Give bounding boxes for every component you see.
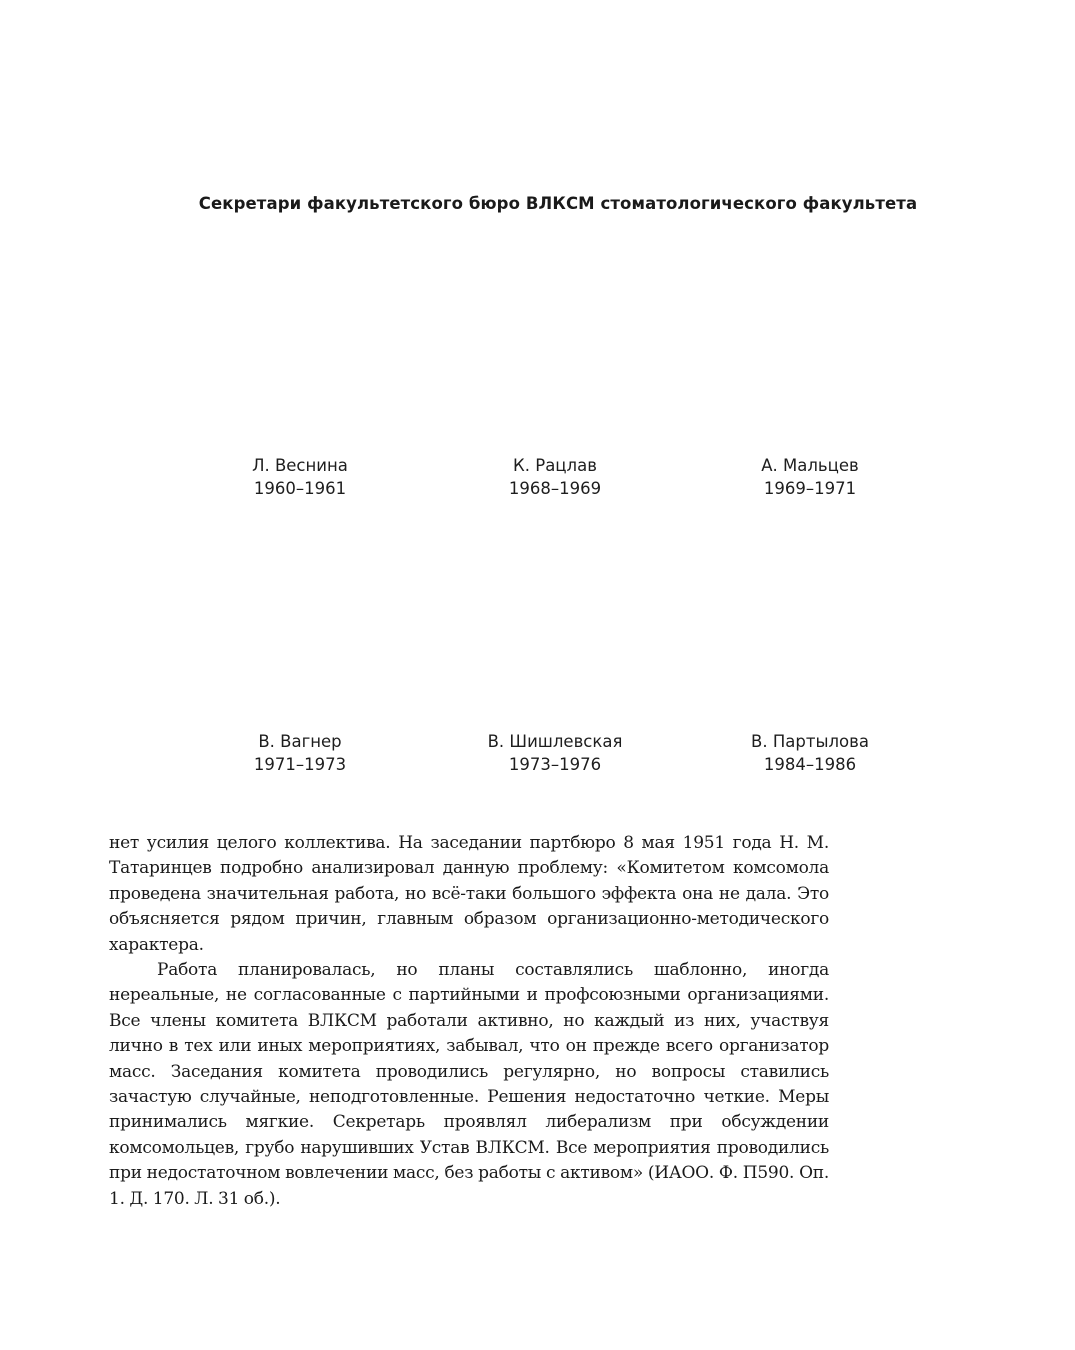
- page-title: Секретари факультетского бюро ВЛКСМ стоматологического факультета: [198, 194, 918, 213]
- portrait-caption-1: [180, 454, 420, 500]
- portrait-years: 1960–1961: [253, 479, 347, 498]
- portrait-caption-5: [435, 730, 675, 776]
- portrait-name: В. Вагнер: [258, 732, 342, 751]
- portrait-caption-6: [690, 730, 930, 776]
- portrait-years: 1973–1976: [508, 755, 602, 774]
- portrait-caption-2: [435, 454, 675, 500]
- portrait-caption-3: [690, 454, 930, 500]
- portrait-name: К. Рацлав: [513, 456, 597, 475]
- body-text: [109, 831, 829, 1212]
- portrait-name: Л. Веснина: [252, 456, 348, 475]
- portrait-name: В. Партылова: [751, 732, 869, 751]
- portrait-years: 1984–1986: [763, 755, 857, 774]
- paragraph-quote: Работа планировалась, но планы составлялись шаблонно, иногда нереальные, не согласованные с партийными и профсоюзными организациями. Все члены комитета ВЛКСМ работали активно, но каждый из них, участвуя лично в тех или иных мероприятиях, забывал, что он прежде всего организатор масс. Заседания комитета проводились регулярно, но вопросы ставились зачастую случайные, неподготовленные. Решения недостаточно четкие. Меры принимались мягкие. Секретарь проявлял либерализм при обсуждении комсомольцев, грубо нарушивших Устав ВЛКСМ. Все мероприятия проводились при недостаточном вовлечении масс, без работы с активом» (ИАОО. Ф. П590. Оп. 1. Д. 170. Л. 31 об.).: [109, 960, 829, 1209]
- portrait-years: 1971–1973: [253, 755, 347, 774]
- portrait-years: 1969–1971: [763, 479, 857, 498]
- portrait-name: В. Шишлевская: [487, 732, 623, 751]
- portrait-caption-4: [180, 730, 420, 776]
- portrait-name: А. Мальцев: [761, 456, 859, 475]
- paragraph-continuation: нет усилия целого коллектива. На заседании партбюро 8 мая 1951 года Н. М. Татаринцев подробно анализировал данную проблему: «Комитетом комсомола проведена значительная работа, но всё-таки большого эффекта она не дала. Это объясняется рядом причин, главным образом организационно-методического характера.: [109, 833, 829, 955]
- portrait-years: 1968–1969: [508, 479, 602, 498]
